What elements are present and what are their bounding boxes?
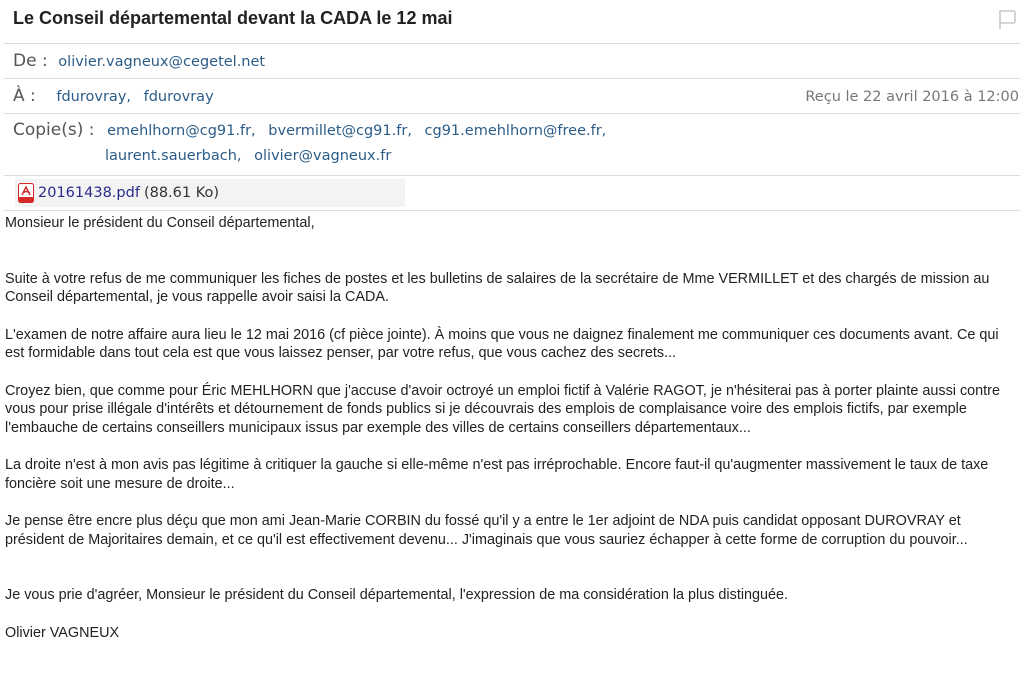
- cc-label: Copie(s) :: [13, 120, 95, 140]
- attachment[interactable]: [15, 179, 405, 207]
- to-label: À :: [13, 86, 36, 106]
- cc-recipient[interactable]: laurent.sauerbach,: [105, 148, 242, 164]
- divider: [4, 210, 1020, 211]
- divider: [4, 43, 1020, 44]
- paragraph: Je pense être encre plus déçu que mon ami Jean-Marie CORBIN du fossé qu'il y a entre le 1er adjoint de NDA puis candidat opposant DUROVRAY et président de Majoritaires demain, et ce qu'il est effectivement devenu... J'imaginais que vous sauriez échapper à cette forme de corruption du pouvoir...: [5, 513, 968, 548]
- cc-row: [13, 120, 606, 140]
- from-address[interactable]: olivier.vagneux@cegetel.net: [58, 54, 266, 70]
- to-row: [13, 86, 214, 106]
- attachment-size: (88.61 Ko): [143, 185, 220, 201]
- cc-row-2: [105, 148, 391, 164]
- closing: Je vous prie d'agréer, Monsieur le président du Conseil départemental, l'expression de ma considération la plus distinguée.: [5, 587, 789, 603]
- divider: [4, 113, 1020, 114]
- cc-recipient[interactable]: emehlhorn@cg91.fr,: [107, 123, 256, 139]
- paragraph: La droite n'est à mon avis pas légitime à critiquer la gauche si elle-même n'est pas irréprochable. Encore faut-il qu'augmenter massivement le taux de taxe foncière soit une mesure de droite...: [5, 457, 989, 492]
- pdf-icon: [18, 183, 34, 203]
- divider: [4, 175, 1020, 176]
- to-recipient[interactable]: fdurovray,: [56, 89, 132, 105]
- cc-recipient[interactable]: olivier@vagneux.fr: [254, 148, 392, 164]
- greeting: Monsieur le président du Conseil départemental,: [5, 215, 315, 231]
- flag-icon[interactable]: [996, 8, 1018, 30]
- to-recipient[interactable]: fdurovray: [143, 89, 214, 105]
- paragraph: L'examen de notre affaire aura lieu le 12 mai 2016 (cf pièce jointe). À moins que vous ne daignez finalement me communiquer ces documents avant. Ce qui est formidable dans tout cela est que vous laissez penser, par votre refus, que vous cachez des secrets...: [5, 326, 999, 361]
- paragraph: Croyez bien, que comme pour Éric MEHLHORN que j'accuse d'avoir octroyé un emploi fictif à Valérie RAGOT, je n'hésiterai pas à porter plainte aussi contre vous pour prise illégale d'intérêts et détournement de fonds publics si je découvrais des emplois de complaisance voire des emplois fictifs, par exemple l'embauche de certains conseillers municipaux issus par exemple des villes de certains conseillers départementaux...: [5, 382, 1000, 436]
- divider: [4, 78, 1020, 79]
- signature: Olivier VAGNEUX: [5, 624, 120, 641]
- attachment-name[interactable]: 20161438.pdf: [38, 185, 140, 201]
- from-label: De :: [13, 51, 48, 71]
- email-body: [5, 214, 1020, 642]
- cc-recipient[interactable]: cg91.emehlhorn@free.fr,: [424, 123, 607, 139]
- paragraph: Suite à votre refus de me communiquer les fiches de postes et les bulletins de salaires de la secrétaire de Mme VERMILLET et des chargés de mission au Conseil départemental, je vous rappelle avoir saisi la CADA.: [5, 270, 990, 305]
- received-date: Reçu le 22 avril 2016 à 12:00: [805, 89, 1019, 105]
- from-row: [13, 51, 265, 71]
- cc-recipient[interactable]: bvermillet@cg91.fr,: [268, 123, 412, 139]
- email-subject: Le Conseil départemental devant la CADA le 12 mai: [13, 8, 453, 28]
